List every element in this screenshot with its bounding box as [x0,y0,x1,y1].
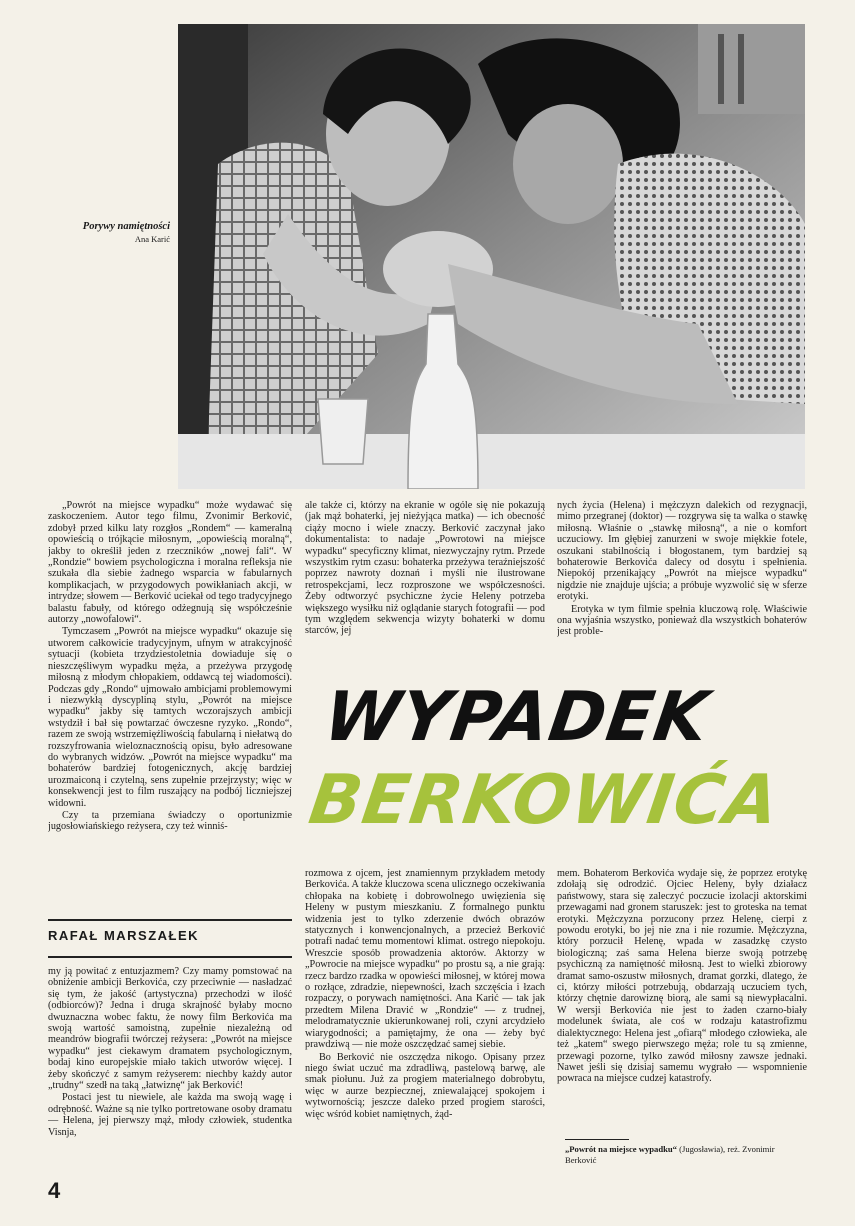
paragraph: Postaci jest tu niewiele, ale każda ma swoją wagę i odrębność. Ważne są nie tylko portretowane osoby dramatu — Helena, jej pierwszy mąż, młody człowiek, studentka Visnja, [48,1092,292,1138]
column-3-top [557,500,807,668]
paragraph: Czy ta przemiana świadczy o oportunizmie jugosłowiańskiego reżysera, czy też winniś- [48,809,292,833]
headline-line-1: WYPADEK [319,678,714,757]
author-name: RAFAŁ MARSZAŁEK [48,928,200,943]
paragraph: „Powrót na miejsce wypadku“ może wydawać się zaskoczeniem. Autor tego filmu, Zvonimir Berković, zdobył przed kilku laty rozgłos „Rondem“ — kameralną opowieścią o trójkącie miłosnym, „opowieścią moralną“, jakby to określił jeden z rzeczników „nowej fali“. W „Rondzie“ bowiem psychologiczna i moralna refleksja nie szukała dla siebie żadnego wsparcia w fabularnych komplikacjach, w przygodowych powikłaniach akcji, w intrydze; słowem — Berković uciekał od tego tradycyjnego balastu fabuły, od którego odżegnują się współcześnie autorzy „nowofalowi“. [48,500,292,626]
headline-line-2: BERKOWIĆA [304,761,785,840]
column-2-bottom [305,868,545,1164]
paragraph: rozmowa z ojcem, jest znamiennym przykładem metody Berkovića. A także kluczowa scena ulicznego oczekiwania chłopaka na kobietę i dobrowolnego uwięzienia się Heleny w pustym mieszkaniu. Z formalnego punktu widzenia jest to tylko zderzenie dwóch obrazów statycznych i konwencjonalnych, a przecież Berković potrafi nadać temu momentowi klimat. ostrego niepokoju. Wreszcie sposób prowadzenia aktorów. Aktorzy w „Powrocie na miejsce wypadku“ po prostu są, a nie grają: rzecz bardzo rzadka w opowieści miłosnej, w której mowa o rozłące, zdradzie, niepewności, łzach szczęścia i łzach rozpaczy, o porywach namiętności. Ana Karić — tak jak przedtem Milena Dravić w „Rondzie“ — z trudnej, melodramatycznie ukierunkowanej roli, czyni arcydzieło wiarygodności; a pamiętajmy, że ona — żeby być prawdziwą — nie może oszczędzać samej siebie. [305,868,545,1051]
author-rule-top [48,919,292,921]
column-3-bottom [557,868,807,1138]
page-number: 4 [48,1178,61,1203]
credits-rule [565,1139,629,1140]
film-still-photo [178,24,805,489]
paragraph: ale także ci, którzy na ekranie w ogóle się nie pokazują (jak mąż bohaterki, jej nieżyjąca matka) — ich obecność ciąży mocno i wiele znaczy. Berković zaczynał jako dokumentalista: to nadaje „Powrotowi na miejsce wypadku“ specyficzny klimat, niezwyczajny rytm. Przede wszystkim rytm czasu: bohaterka przeżywa teraźniejszość poprzez nawroty doznań i myśli nie ilustrowane retrospekcjami, lecz rozproszone we współczesności. Żeby odtworzyć psychiczne życie Heleny potrzeba większego wysiłku niż oglądanie starych fotografii — pod tym względem sekwencja wizyty bohaterki w domu starców, jej [305,500,545,637]
credits-title: „Powrót na miejsce wypadku“ [565,1144,677,1154]
paragraph: nych życia (Helena) i mężczyzn dalekich od rezygnacji, mimo przegranej (doktor) — rozgrywa się ta walka o stawkę miłosną. Właśnie o „stawkę miłosną“, a nie o komfort uczuciowy. Im głębiej zanurzeni w swoje miękkie fotele, oszukani stabilnością i błogostanem, tym bardziej są bohaterowie Berkovića dalecy od dosytu i spełnienia. Niepokój przenikający „Powrót na miejsce wypadku“ nigdzie nie znajduje ujścia; a próbuje wyzwolić się w sferze erotyki. [557,500,807,603]
caption-credit: Ana Karić [134,234,170,244]
paragraph: Erotyka w tym filmie spełnia kluczową rolę. Właściwie ona wyjaśnia wszystko, ponieważ dla wszystkich bohaterów jest proble- [557,603,807,638]
photo-caption [30,220,170,246]
author-rule-bottom [48,956,292,958]
paragraph: mem. Bohaterom Berkovića wydaje się, że poprzez erotykę zdołają się odrodzić. Ojciec Heleny, były działacz państwowy, stara się zaleczyć poczucie izolacji aktorskimi przewagami nad gronem staruszek: jest to groteska na temat erotyki. Mężczyzna porzucony przez Helenę, cierpi z powodu erotyki, bo jej nie zna i nie rozumie. Mężczyzna, który porzucił Helenę, wpada w zasadzkę czysto biologiczną; zaś sama Helena bierze swoją potrzebę psychiczną za namiętność miłosną. Jest to wielki zbiorowy dramat samo-oszustw miłosnych, dramat gorzki, dlatego, że ci, którzy miłości potrzebują, obdarzają uczuciem tych, którzy chętnie darowiznę biorą, ale sami są niewypłacalni. W wersji Berkovića nie jest to żaden czarno-biały modelunek świata, ale coś w rodzaju katastrofizmu dialektycznego: Helena jest „ofiarą“ młodego człowieka, ale też „katem“ swego pierwszego męża; role tu są zmienne, przewagi pozorne, tylko zawód miłosny zawsze jednaki. Nawet jeśli się dzisiaj samemu wygrało — wspomnienie powraca na miejsce cudzej katastrofy. [557,868,807,1085]
caption-title: Porywy namiętności [82,221,170,232]
film-still-illustration [178,24,805,489]
credits-details: (Jugosławia), reż. Zvonimir Berković [565,1144,775,1165]
paragraph: my ją powitać z entuzjazmem? Czy mamy pomstować na obniżenie ambicji Berkovića, czy przeciwnie — nasładzać się tym, że jakość (artystyczna) przechodzi w ilość (odbiorców)? Jedna i druga skrajność byłaby mocno dwuznaczna wobec faktu, że nowy film Berkovića ma swoją wartość samoistną, zupełnie niezależną od meandrów biografii twórczej reżysera: „Powrót na miejsce wypadku“ jest ciekawym dramatem psychologicznym, bodaj kino europejskie miało takich utworów więcej. I żeby skończyć z samym reżyserem: niechby każdy autor „trudny“ szedł na taką „łatwiznę“ jak Berković! [48,966,292,1092]
paragraph: Tymczasem „Powrót na miejsce wypadku“ okazuje się utworem całkowicie tradycyjnym, ufnym w atrakcyjność sytuacji (kobieta trzydziestoletnia dowiaduje się o nieszczęśliwym wypadku męża, a przeżywa przygodę miłosną z młodym chłopakiem, oddawcą tej wiadomości). Podczas gdy „Rondo“ ujmowało ambicjami problemowymi i niezwykłą dyscypliną stylu, „Powrót na miejsce wypadku“ jakby się tamtych wczorajszych ambicji wstydził i bał się powtarzać ówczesne ryzyko. „Rondo“, razem ze swoją wstrzemięźliwością fabularną i niełatwą do rozszyfrowania wieloznacznością opisu, było adresowane do wybranych widzów. „Powrót na miejsce wypadku“ ma bohaterów bardziej fotogenicznych, akcję bardziej urozmaiconą i czytelną, sens zupełnie przejrzysty; więc w konsekwencji jest to film ruszający na podbój liczniejszej widowni. [48,626,292,809]
column-1-bottom [48,966,292,1164]
column-1-top [48,500,292,915]
paragraph: Bo Berković nie oszczędza nikogo. Opisany przez niego świat uczuć ma zdradliwą, pastelową barwę, ale smak piołunu. Już za progiem materialnego dobrobytu, więc w aurze bezpiecznej, zniewalającej spokojem i wytwornością; jeszcze daleko przed progiem starości, więc wśród kobiet namiętnych, żąd- [305,1051,545,1120]
film-credits [565,1144,805,1166]
column-2-top [305,500,545,668]
